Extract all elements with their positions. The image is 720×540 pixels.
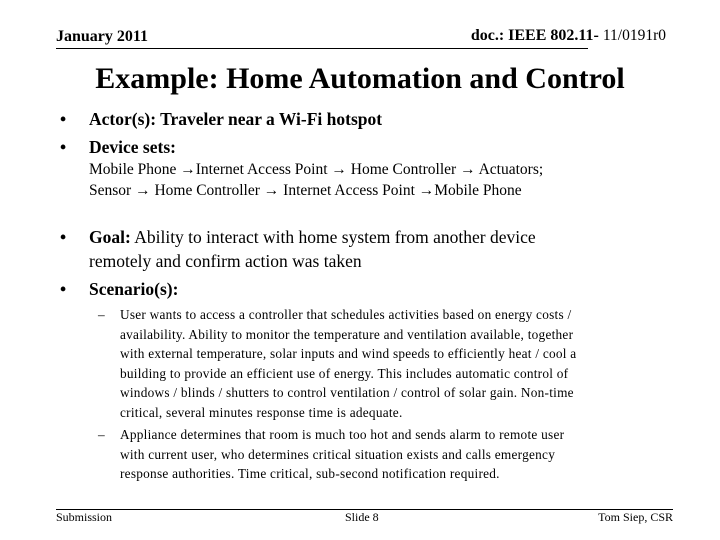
dash-marker: – — [98, 307, 105, 322]
scenario-line: building to provide an efficient use of energy. This includes automatic control of — [120, 365, 569, 381]
scenario-line: windows / blinds / shutters to control ventilation / control of solar gain. Non-time — [120, 385, 574, 400]
bullet-dot: • — [60, 279, 67, 299]
goal-label: Goal: — [89, 227, 131, 247]
scenario-line: response authorities. Time critical, sub-second notification required. — [120, 466, 500, 481]
goal-text-2: remotely and confirm action was taken — [89, 251, 362, 271]
scenario-line: with current user, who determines critical situation exists and calls emergency — [120, 446, 556, 462]
bullet-device-sets-text: Device sets: — [89, 137, 176, 157]
header-rule — [56, 48, 588, 49]
goal-text-1: Ability to interact with home system from another device — [130, 227, 536, 247]
scenario-line: with external temperature, solar inputs and wind speeds to efficiently heat / cool a — [120, 346, 577, 361]
footer-author: Tom Siep, CSR — [598, 510, 673, 524]
device-sequence-2: Sensor → Home Controller → Internet Access Point →Mobile Phone — [89, 182, 522, 199]
scenario-line: critical, several minutes response time is adequate. — [120, 404, 403, 420]
header-date: January 2011 — [56, 28, 149, 45]
footer-slide-number: Slide 8 — [345, 510, 379, 524]
footer-submission: Submission — [56, 510, 113, 524]
device-sequence-1: Mobile Phone →Internet Access Point → Home Controller → Actuators; — [89, 161, 544, 178]
bullet-goal-text — [89, 227, 536, 248]
scenario-item-1-text — [120, 305, 660, 422]
bullet-actor-text: Actor(s): Traveler near a Wi-Fi hotspot — [89, 109, 383, 129]
scenario-item-2-text — [120, 425, 660, 484]
scenario-line: Appliance determines that room is much too hot and sends alarm to remote user — [120, 427, 565, 442]
scenario-line: User wants to access a controller that schedules activities based on energy costs / — [120, 307, 572, 322]
scenario-line: availability. Ability to monitor the temperature and ventilation available, together — [120, 326, 574, 342]
bullet-dot: • — [60, 227, 67, 247]
slide-title: Example: Home Automation and Control — [95, 62, 625, 95]
header-doc-number: 11/0191r0 — [602, 27, 666, 44]
bullet-scenario-text: Scenario(s): — [89, 279, 179, 299]
dash-marker: – — [98, 427, 105, 442]
header-doc — [471, 27, 666, 45]
bullet-dot: • — [60, 137, 67, 157]
header-doc-label: doc.: IEEE 802.11- — [470, 27, 599, 44]
bullet-dot: • — [60, 109, 67, 129]
